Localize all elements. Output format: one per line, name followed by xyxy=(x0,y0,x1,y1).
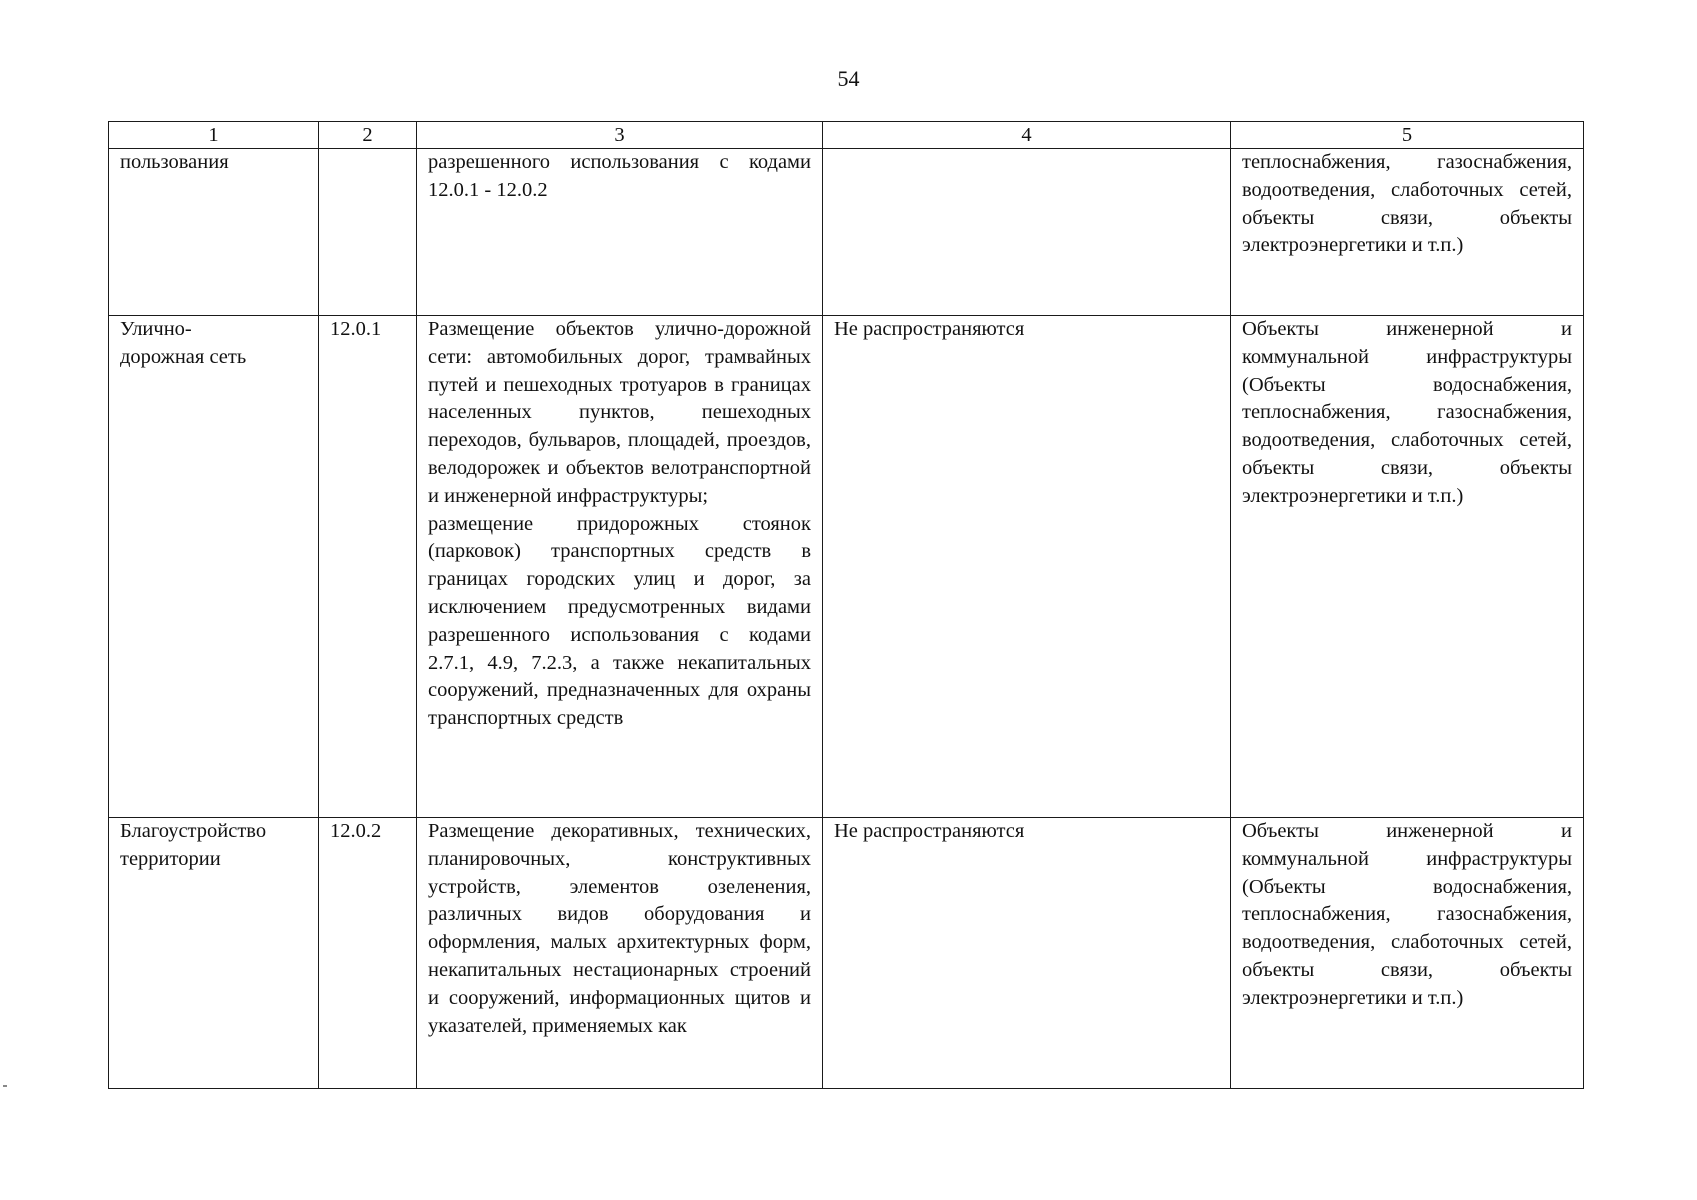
use-type-limits: Не распространяются xyxy=(823,316,1231,818)
column-header: 1 xyxy=(109,122,319,149)
use-type-limits xyxy=(823,149,1231,316)
table-row xyxy=(109,818,1584,1089)
table-header-row xyxy=(109,122,1584,149)
table-row xyxy=(109,149,1584,316)
table-row xyxy=(109,316,1584,818)
column-header: 2 xyxy=(319,122,417,149)
use-type-code xyxy=(319,149,417,316)
use-type-description: разрешенного использования с кодами 12.0.1 - 12.0.2 xyxy=(417,149,823,316)
use-type-name: пользования xyxy=(109,149,319,316)
use-type-code: 12.0.2 xyxy=(319,818,417,1089)
column-header: 4 xyxy=(823,122,1231,149)
zoning-table xyxy=(108,121,1584,1089)
use-type-objects: Объекты инженерной и коммунальной инфраструктуры (Объекты водоснабжения, теплоснабжения, газоснабжения, водоотведения, слаботочных сетей, объекты связи, объекты электроэнергетики и т.п.) xyxy=(1231,818,1584,1089)
use-type-limits: Не распространяются xyxy=(823,818,1231,1089)
column-header: 3 xyxy=(417,122,823,149)
use-type-name: Улично- дорожная сеть xyxy=(109,316,319,818)
use-type-objects: Объекты инженерной и коммунальной инфраструктуры (Объекты водоснабжения, теплоснабжения, газоснабжения, водоотведения, слаботочных сетей, объекты связи, объекты электроэнергетики и т.п.) xyxy=(1231,316,1584,818)
scan-margin-mark xyxy=(3,1085,7,1087)
use-type-name: Благоустройство территории xyxy=(109,818,319,1089)
page-number: 54 xyxy=(837,66,860,91)
use-type-description: Размещение объектов улично-дорожной сети: автомобильных дорог, трамвайных путей и пешеходных тротуаров в границах населенных пунктов, пешеходных переходов, бульваров, площадей, проездов, велодорожек и объектов велотранспортной и инженерной инфраструктуры; размещение придорожных стоянок (парковок) транспортных средств в границах городских улиц и дорог, за исключением предусмотренных видами разрешенного использования с кодами 2.7.1, 4.9, 7.2.3, а также некапитальных сооружений, предназначенных для охраны транспортных средств xyxy=(417,316,823,818)
use-type-code: 12.0.1 xyxy=(319,316,417,818)
use-type-objects: теплоснабжения, газоснабжения, водоотведения, слаботочных сетей, объекты связи, объекты электроэнергетики и т.п.) xyxy=(1231,149,1584,316)
use-type-description: Размещение декоративных, технических, планировочных, конструктивных устройств, элементов озеленения, различных видов оборудования и оформления, малых архитектурных форм, некапитальных нестационарных строений и сооружений, информационных щитов и указателей, применяемых как xyxy=(417,818,823,1089)
column-header: 5 xyxy=(1231,122,1584,149)
